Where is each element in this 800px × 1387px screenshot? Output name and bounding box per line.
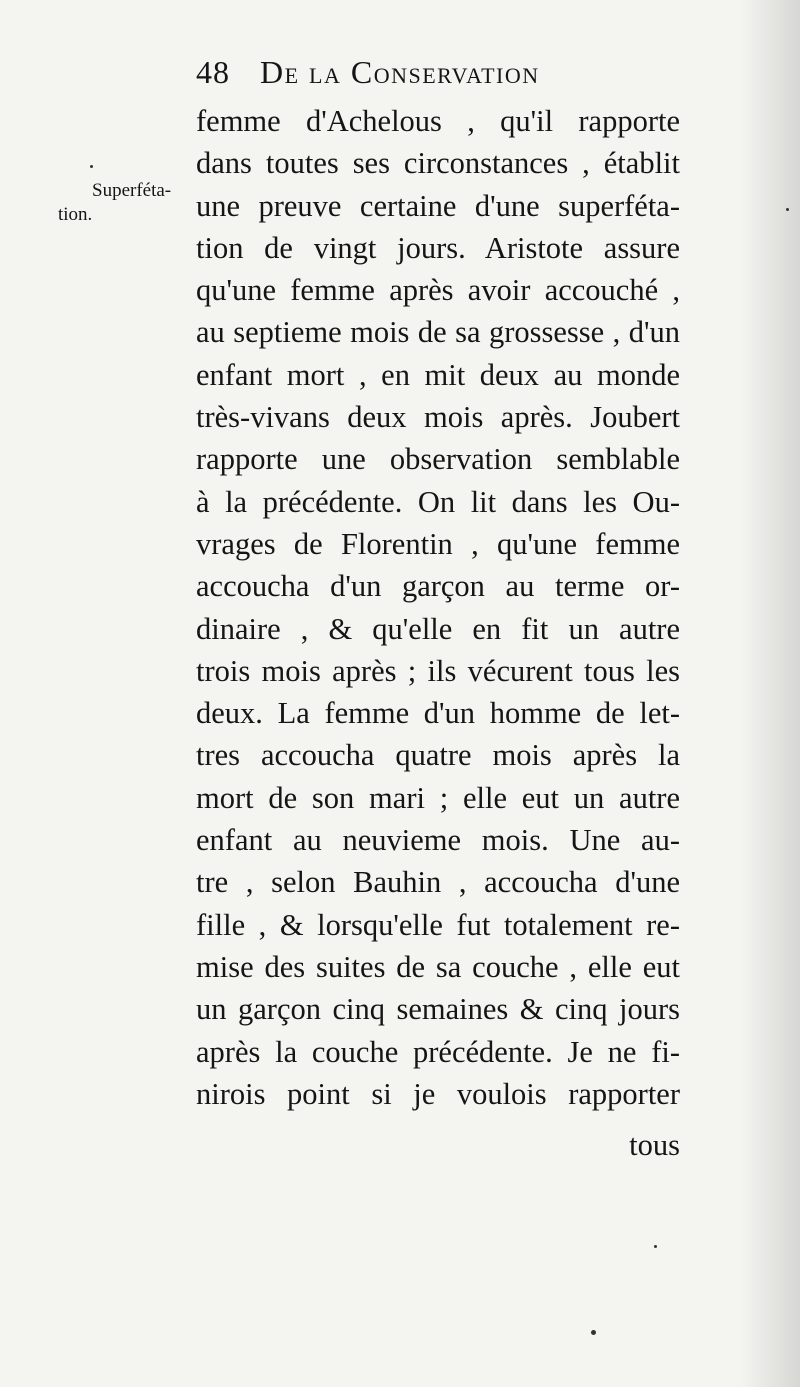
text-line: une preuve certaine d'une superféta- [196, 188, 680, 223]
text-line: nirois point si je voulois rapporter [196, 1076, 680, 1111]
catchword: tous [629, 1128, 680, 1162]
text-line: accoucha d'un garçon au terme or- [196, 569, 680, 604]
text-line: mise des suites de sa couche , elle eut [196, 949, 680, 984]
margin-note-line: Superféta- [92, 180, 172, 201]
text-line: femme d'Achelous , qu'il rapporte [196, 104, 680, 138]
margin-note-line: tion. [58, 204, 93, 225]
text-line: qu'une femme après avoir accouché , [196, 273, 680, 308]
page-edge-shadow [740, 0, 800, 1387]
running-header [196, 52, 636, 100]
text-line: deux. La femme d'un homme de let- [196, 696, 680, 731]
paper-speck [591, 1330, 596, 1335]
text-line: rapporte une observation semblable [196, 442, 680, 477]
text-line: à la précédente. On lit dans les Ou- [196, 484, 680, 519]
text-line: dinaire , & qu'elle en fit un autre [196, 611, 680, 646]
text-line: tre , selon Bauhin , accoucha d'une [196, 865, 680, 900]
page-number: 48 [196, 54, 230, 90]
body-text [196, 100, 680, 1115]
text-line: très-vivans deux mois après. Joubert [196, 400, 680, 435]
text-line: après la couche précédente. Je ne fi- [196, 1034, 680, 1069]
text-line: dans toutes ses circonstances , établit [196, 146, 680, 181]
text-line: au septieme mois de sa grossesse , d'un [196, 315, 680, 350]
paper-speck [90, 165, 93, 168]
text-line: enfant mort , en mit deux au monde [196, 357, 680, 392]
text-line: tres accoucha quatre mois après la [196, 738, 680, 773]
text-line: mort de son mari ; elle eut un autre [196, 780, 680, 815]
text-line: fille , & lorsqu'elle fut totalement re- [196, 907, 680, 942]
text-line: tion de vingt jours. Aristote assure [196, 230, 680, 265]
paper-speck [654, 1245, 657, 1248]
text-line: enfant au neuvieme mois. Une au- [196, 823, 680, 858]
text-line: un garçon cinq semaines & cinq jours [196, 992, 680, 1027]
running-title: De la Conservation [260, 54, 540, 90]
paper-speck [786, 208, 789, 211]
text-line: vrages de Florentin , qu'une femme [196, 526, 680, 561]
text-line: trois mois après ; ils vécurent tous les [196, 653, 680, 688]
